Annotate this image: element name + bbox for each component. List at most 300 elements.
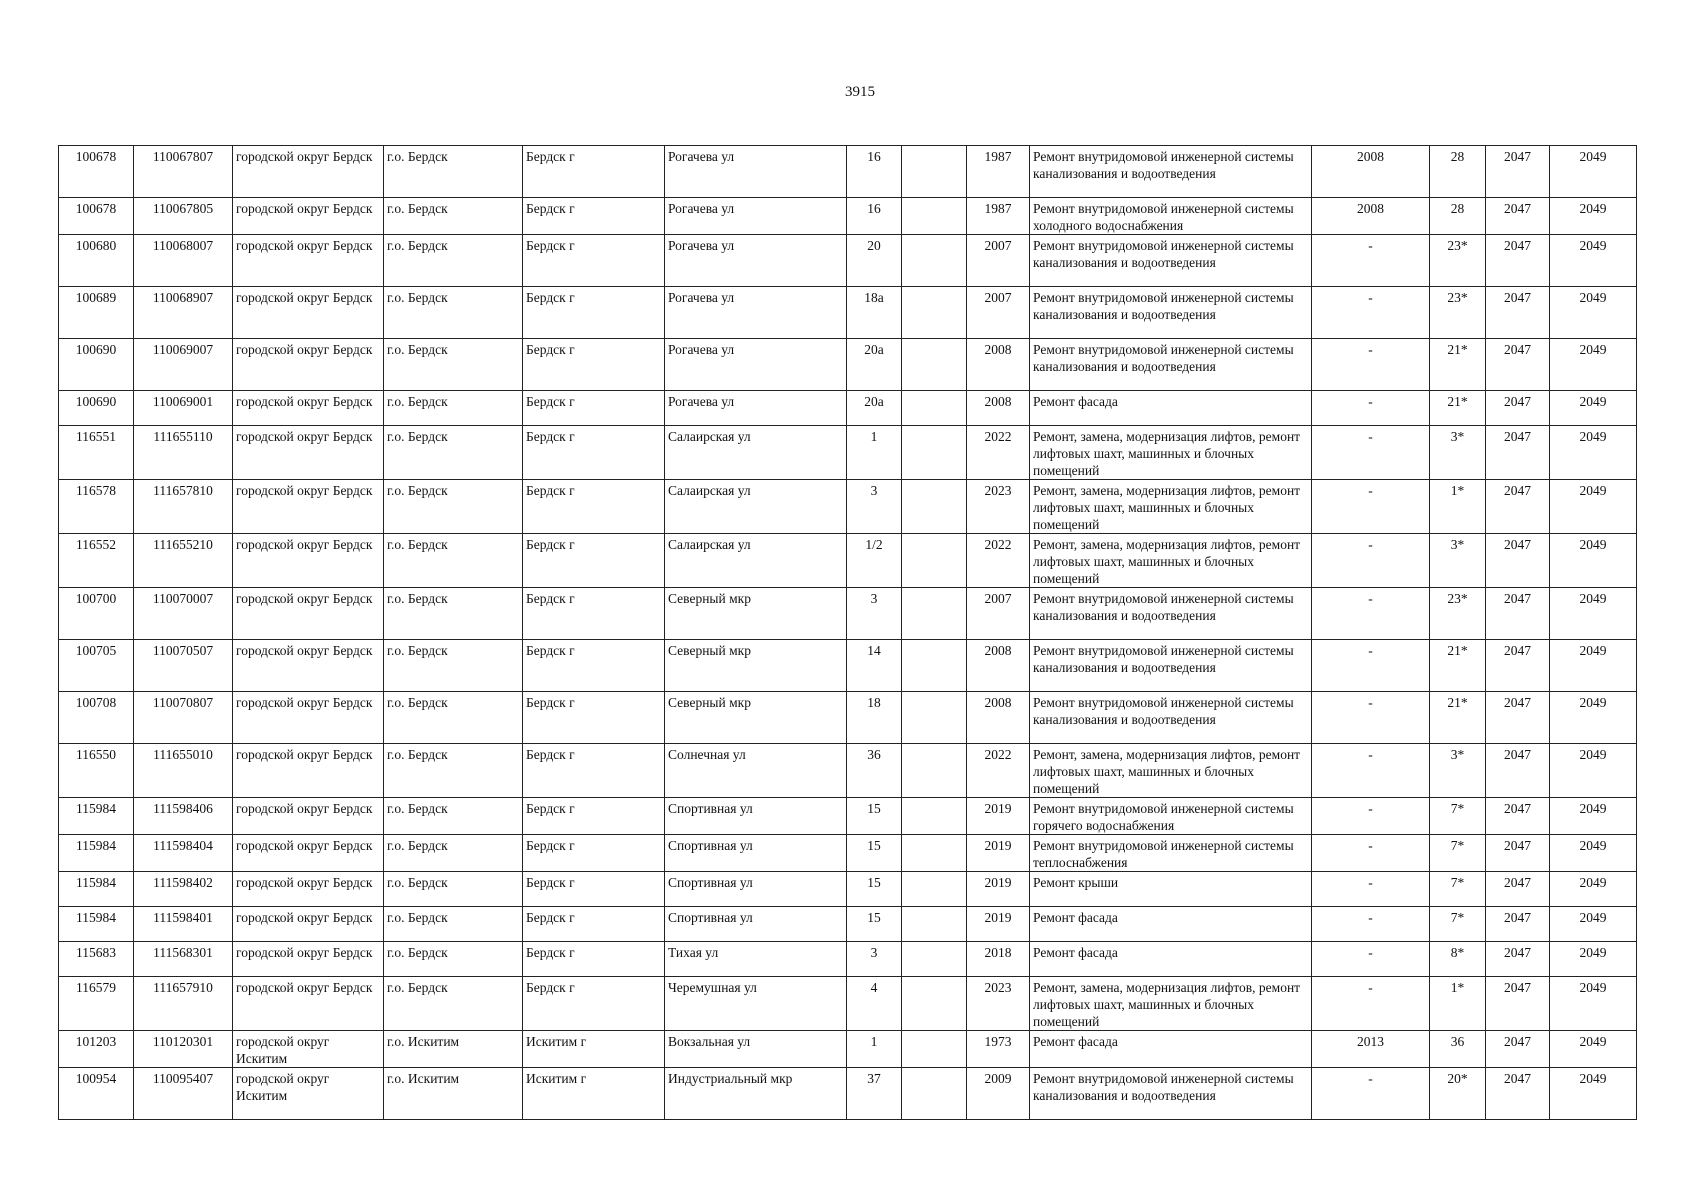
year-built-cell: 2022	[967, 744, 1030, 798]
year-built-cell: 2022	[967, 534, 1030, 588]
plan-start-cell: 2047	[1486, 146, 1550, 198]
house-number-cell: 37	[847, 1068, 902, 1120]
district-cell: городской округ Бердск	[233, 872, 384, 907]
work-type-cell: Ремонт внутридомовой инженерной системы горячего водоснабжения	[1030, 798, 1312, 835]
table-row	[59, 1031, 1637, 1068]
work-code-cell: 110120301	[134, 1031, 233, 1068]
street-cell: Тихая ул	[665, 942, 847, 977]
year-built-cell: 2018	[967, 942, 1030, 977]
street-cell: Индустриальный мкр	[665, 1068, 847, 1120]
table-row	[59, 835, 1637, 872]
building-cell	[902, 1031, 967, 1068]
building-cell	[902, 640, 967, 692]
street-cell: Рогачева ул	[665, 287, 847, 339]
building-cell	[902, 942, 967, 977]
building-cell	[902, 872, 967, 907]
locality-cell: Искитим г	[523, 1031, 665, 1068]
building-cell	[902, 907, 967, 942]
locality-cell: Бердск г	[523, 640, 665, 692]
plan-end-cell: 2049	[1550, 798, 1637, 835]
year-built-cell: 2022	[967, 426, 1030, 480]
table-row	[59, 146, 1637, 198]
plan-start-cell: 2047	[1486, 534, 1550, 588]
plan-end-cell: 2049	[1550, 426, 1637, 480]
building-cell	[902, 146, 967, 198]
house-id-cell: 100690	[59, 391, 134, 426]
plan-start-cell: 2047	[1486, 588, 1550, 640]
year-built-cell: 2008	[967, 692, 1030, 744]
building-cell	[902, 1068, 967, 1120]
service-life-cell: 1*	[1430, 480, 1486, 534]
work-type-cell: Ремонт внутридомовой инженерной системы канализования и водоотведения	[1030, 235, 1312, 287]
municipality-cell: г.о. Бердск	[384, 977, 523, 1031]
street-cell: Салаирская ул	[665, 534, 847, 588]
last-repair-year-cell: -	[1312, 907, 1430, 942]
work-code-cell: 111598404	[134, 835, 233, 872]
house-number-cell: 1	[847, 426, 902, 480]
service-life-cell: 23*	[1430, 235, 1486, 287]
work-type-cell: Ремонт, замена, модернизация лифтов, ремонт лифтовых шахт, машинных и блочных помещений	[1030, 534, 1312, 588]
house-number-cell: 14	[847, 640, 902, 692]
plan-start-cell: 2047	[1486, 287, 1550, 339]
service-life-cell: 1*	[1430, 977, 1486, 1031]
house-number-cell: 36	[847, 744, 902, 798]
work-type-cell: Ремонт фасада	[1030, 391, 1312, 426]
street-cell: Спортивная ул	[665, 835, 847, 872]
district-cell: городской округ Бердск	[233, 235, 384, 287]
work-code-cell: 111657910	[134, 977, 233, 1031]
table-row	[59, 480, 1637, 534]
municipality-cell: г.о. Бердск	[384, 692, 523, 744]
district-cell: городской округ Бердск	[233, 391, 384, 426]
street-cell: Салаирская ул	[665, 426, 847, 480]
plan-start-cell: 2047	[1486, 391, 1550, 426]
plan-start-cell: 2047	[1486, 744, 1550, 798]
house-number-cell: 15	[847, 835, 902, 872]
house-number-cell: 3	[847, 588, 902, 640]
house-id-cell: 115683	[59, 942, 134, 977]
work-type-cell: Ремонт, замена, модернизация лифтов, ремонт лифтовых шахт, машинных и блочных помещений	[1030, 977, 1312, 1031]
plan-end-cell: 2049	[1550, 534, 1637, 588]
plan-end-cell: 2049	[1550, 942, 1637, 977]
last-repair-year-cell: -	[1312, 744, 1430, 798]
house-number-cell: 20а	[847, 339, 902, 391]
district-cell: городской округ Бердск	[233, 798, 384, 835]
registry-body	[59, 146, 1637, 1120]
plan-end-cell: 2049	[1550, 907, 1637, 942]
year-built-cell: 2007	[967, 287, 1030, 339]
work-type-cell: Ремонт внутридомовой инженерной системы канализования и водоотведения	[1030, 640, 1312, 692]
locality-cell: Бердск г	[523, 977, 665, 1031]
service-life-cell: 21*	[1430, 692, 1486, 744]
plan-end-cell: 2049	[1550, 1068, 1637, 1120]
municipality-cell: г.о. Бердск	[384, 835, 523, 872]
locality-cell: Бердск г	[523, 942, 665, 977]
work-type-cell: Ремонт, замена, модернизация лифтов, ремонт лифтовых шахт, машинных и блочных помещений	[1030, 744, 1312, 798]
plan-start-cell: 2047	[1486, 235, 1550, 287]
last-repair-year-cell: 2013	[1312, 1031, 1430, 1068]
house-number-cell: 15	[847, 872, 902, 907]
house-number-cell: 18	[847, 692, 902, 744]
house-number-cell: 1	[847, 1031, 902, 1068]
last-repair-year-cell: -	[1312, 480, 1430, 534]
locality-cell: Бердск г	[523, 798, 665, 835]
work-type-cell: Ремонт фасада	[1030, 907, 1312, 942]
year-built-cell: 2019	[967, 872, 1030, 907]
street-cell: Рогачева ул	[665, 235, 847, 287]
plan-start-cell: 2047	[1486, 480, 1550, 534]
house-id-cell: 100700	[59, 588, 134, 640]
district-cell: городской округ Бердск	[233, 198, 384, 235]
municipality-cell: г.о. Бердск	[384, 391, 523, 426]
building-cell	[902, 198, 967, 235]
house-id-cell: 115984	[59, 835, 134, 872]
plan-start-cell: 2047	[1486, 339, 1550, 391]
last-repair-year-cell: -	[1312, 872, 1430, 907]
street-cell: Северный мкр	[665, 640, 847, 692]
plan-start-cell: 2047	[1486, 942, 1550, 977]
work-type-cell: Ремонт, замена, модернизация лифтов, ремонт лифтовых шахт, машинных и блочных помещений	[1030, 480, 1312, 534]
table-row	[59, 235, 1637, 287]
municipality-cell: г.о. Бердск	[384, 198, 523, 235]
building-cell	[902, 835, 967, 872]
locality-cell: Бердск г	[523, 588, 665, 640]
work-type-cell: Ремонт внутридомовой инженерной системы теплоснабжения	[1030, 835, 1312, 872]
work-code-cell: 110070807	[134, 692, 233, 744]
house-id-cell: 100678	[59, 198, 134, 235]
service-life-cell: 3*	[1430, 534, 1486, 588]
year-built-cell: 2019	[967, 835, 1030, 872]
house-id-cell: 100689	[59, 287, 134, 339]
service-life-cell: 20*	[1430, 1068, 1486, 1120]
work-type-cell: Ремонт фасада	[1030, 1031, 1312, 1068]
year-built-cell: 2007	[967, 235, 1030, 287]
locality-cell: Бердск г	[523, 235, 665, 287]
plan-start-cell: 2047	[1486, 977, 1550, 1031]
work-type-cell: Ремонт фасада	[1030, 942, 1312, 977]
district-cell: городской округ Бердск	[233, 977, 384, 1031]
district-cell: городской округ Бердск	[233, 835, 384, 872]
work-code-cell: 111568301	[134, 942, 233, 977]
work-code-cell: 111657810	[134, 480, 233, 534]
service-life-cell: 7*	[1430, 835, 1486, 872]
building-cell	[902, 339, 967, 391]
year-built-cell: 2009	[967, 1068, 1030, 1120]
table-row	[59, 534, 1637, 588]
work-code-cell: 110070007	[134, 588, 233, 640]
work-code-cell: 111598406	[134, 798, 233, 835]
locality-cell: Бердск г	[523, 835, 665, 872]
street-cell: Солнечная ул	[665, 744, 847, 798]
district-cell: городской округ Бердск	[233, 339, 384, 391]
locality-cell: Бердск г	[523, 744, 665, 798]
last-repair-year-cell: 2008	[1312, 146, 1430, 198]
house-number-cell: 1/2	[847, 534, 902, 588]
district-cell: городской округ Искитим	[233, 1031, 384, 1068]
locality-cell: Бердск г	[523, 198, 665, 235]
table-row	[59, 872, 1637, 907]
street-cell: Вокзальная ул	[665, 1031, 847, 1068]
work-type-cell: Ремонт внутридомовой инженерной системы канализования и водоотведения	[1030, 1068, 1312, 1120]
last-repair-year-cell: -	[1312, 835, 1430, 872]
municipality-cell: г.о. Бердск	[384, 480, 523, 534]
work-type-cell: Ремонт внутридомовой инженерной системы канализования и водоотведения	[1030, 692, 1312, 744]
building-cell	[902, 534, 967, 588]
municipality-cell: г.о. Искитим	[384, 1068, 523, 1120]
last-repair-year-cell: -	[1312, 426, 1430, 480]
district-cell: городской округ Бердск	[233, 426, 384, 480]
plan-end-cell: 2049	[1550, 977, 1637, 1031]
plan-end-cell: 2049	[1550, 692, 1637, 744]
municipality-cell: г.о. Бердск	[384, 339, 523, 391]
year-built-cell: 2007	[967, 588, 1030, 640]
year-built-cell: 2023	[967, 977, 1030, 1031]
house-number-cell: 16	[847, 198, 902, 235]
page-number: 3915	[845, 84, 875, 100]
building-cell	[902, 480, 967, 534]
service-life-cell: 21*	[1430, 391, 1486, 426]
work-code-cell: 111655010	[134, 744, 233, 798]
street-cell: Спортивная ул	[665, 798, 847, 835]
table-row	[59, 942, 1637, 977]
locality-cell: Бердск г	[523, 872, 665, 907]
street-cell: Рогачева ул	[665, 339, 847, 391]
plan-start-cell: 2047	[1486, 872, 1550, 907]
municipality-cell: г.о. Бердск	[384, 146, 523, 198]
work-code-cell: 110070507	[134, 640, 233, 692]
house-number-cell: 18а	[847, 287, 902, 339]
last-repair-year-cell: -	[1312, 534, 1430, 588]
work-type-cell: Ремонт крыши	[1030, 872, 1312, 907]
municipality-cell: г.о. Бердск	[384, 588, 523, 640]
house-id-cell: 115984	[59, 872, 134, 907]
municipality-cell: г.о. Бердск	[384, 798, 523, 835]
last-repair-year-cell: -	[1312, 1068, 1430, 1120]
work-code-cell: 111598402	[134, 872, 233, 907]
locality-cell: Бердск г	[523, 692, 665, 744]
year-built-cell: 2023	[967, 480, 1030, 534]
district-cell: городской округ Бердск	[233, 907, 384, 942]
plan-start-cell: 2047	[1486, 798, 1550, 835]
year-built-cell: 2019	[967, 798, 1030, 835]
work-code-cell: 110068907	[134, 287, 233, 339]
plan-end-cell: 2049	[1550, 872, 1637, 907]
locality-cell: Бердск г	[523, 534, 665, 588]
district-cell: городской округ Бердск	[233, 534, 384, 588]
plan-start-cell: 2047	[1486, 692, 1550, 744]
house-id-cell: 116550	[59, 744, 134, 798]
year-built-cell: 1987	[967, 198, 1030, 235]
table-row	[59, 907, 1637, 942]
service-life-cell: 3*	[1430, 744, 1486, 798]
house-number-cell: 3	[847, 480, 902, 534]
municipality-cell: г.о. Искитим	[384, 1031, 523, 1068]
house-id-cell: 100708	[59, 692, 134, 744]
municipality-cell: г.о. Бердск	[384, 872, 523, 907]
last-repair-year-cell: -	[1312, 692, 1430, 744]
last-repair-year-cell: -	[1312, 235, 1430, 287]
district-cell: городской округ Бердск	[233, 287, 384, 339]
municipality-cell: г.о. Бердск	[384, 426, 523, 480]
house-id-cell: 115984	[59, 907, 134, 942]
last-repair-year-cell: -	[1312, 391, 1430, 426]
table-row	[59, 426, 1637, 480]
building-cell	[902, 426, 967, 480]
plan-start-cell: 2047	[1486, 426, 1550, 480]
service-life-cell: 21*	[1430, 339, 1486, 391]
work-code-cell: 110068007	[134, 235, 233, 287]
service-life-cell: 23*	[1430, 588, 1486, 640]
locality-cell: Бердск г	[523, 339, 665, 391]
table-row	[59, 798, 1637, 835]
work-type-cell: Ремонт, замена, модернизация лифтов, ремонт лифтовых шахт, машинных и блочных помещений	[1030, 426, 1312, 480]
district-cell: городской округ Бердск	[233, 146, 384, 198]
house-id-cell: 100705	[59, 640, 134, 692]
municipality-cell: г.о. Бердск	[384, 534, 523, 588]
plan-start-cell: 2047	[1486, 1068, 1550, 1120]
building-cell	[902, 692, 967, 744]
municipality-cell: г.о. Бердск	[384, 907, 523, 942]
plan-end-cell: 2049	[1550, 835, 1637, 872]
work-type-cell: Ремонт внутридомовой инженерной системы холодного водоснабжения	[1030, 198, 1312, 235]
table-row	[59, 198, 1637, 235]
table-row	[59, 588, 1637, 640]
plan-start-cell: 2047	[1486, 640, 1550, 692]
district-cell: городской округ Бердск	[233, 744, 384, 798]
building-cell	[902, 977, 967, 1031]
street-cell: Рогачева ул	[665, 198, 847, 235]
year-built-cell: 2008	[967, 339, 1030, 391]
house-id-cell: 100678	[59, 146, 134, 198]
district-cell: городской округ Бердск	[233, 640, 384, 692]
municipality-cell: г.о. Бердск	[384, 235, 523, 287]
service-life-cell: 7*	[1430, 872, 1486, 907]
street-cell: Рогачева ул	[665, 146, 847, 198]
plan-end-cell: 2049	[1550, 588, 1637, 640]
district-cell: городской округ Бердск	[233, 480, 384, 534]
house-id-cell: 116578	[59, 480, 134, 534]
street-cell: Северный мкр	[665, 692, 847, 744]
work-type-cell: Ремонт внутридомовой инженерной системы канализования и водоотведения	[1030, 588, 1312, 640]
municipality-cell: г.о. Бердск	[384, 287, 523, 339]
last-repair-year-cell: -	[1312, 942, 1430, 977]
table-row	[59, 287, 1637, 339]
plan-end-cell: 2049	[1550, 198, 1637, 235]
locality-cell: Бердск г	[523, 426, 665, 480]
work-code-cell: 111598401	[134, 907, 233, 942]
house-id-cell: 101203	[59, 1031, 134, 1068]
year-built-cell: 2008	[967, 391, 1030, 426]
building-cell	[902, 744, 967, 798]
locality-cell: Бердск г	[523, 391, 665, 426]
district-cell: городской округ Бердск	[233, 692, 384, 744]
service-life-cell: 23*	[1430, 287, 1486, 339]
building-cell	[902, 798, 967, 835]
house-id-cell: 100680	[59, 235, 134, 287]
year-built-cell: 1987	[967, 146, 1030, 198]
street-cell: Рогачева ул	[665, 391, 847, 426]
service-life-cell: 36	[1430, 1031, 1486, 1068]
last-repair-year-cell: -	[1312, 588, 1430, 640]
table-row	[59, 1068, 1637, 1120]
locality-cell: Бердск г	[523, 480, 665, 534]
work-code-cell: 110069007	[134, 339, 233, 391]
house-id-cell: 115984	[59, 798, 134, 835]
street-cell: Северный мкр	[665, 588, 847, 640]
street-cell: Черемушная ул	[665, 977, 847, 1031]
house-id-cell: 100954	[59, 1068, 134, 1120]
plan-end-cell: 2049	[1550, 287, 1637, 339]
service-life-cell: 3*	[1430, 426, 1486, 480]
work-code-cell: 110067805	[134, 198, 233, 235]
work-code-cell: 111655110	[134, 426, 233, 480]
house-id-cell: 116551	[59, 426, 134, 480]
table-row	[59, 744, 1637, 798]
last-repair-year-cell: -	[1312, 640, 1430, 692]
plan-end-cell: 2049	[1550, 744, 1637, 798]
plan-start-cell: 2047	[1486, 907, 1550, 942]
year-built-cell: 2008	[967, 640, 1030, 692]
last-repair-year-cell: -	[1312, 977, 1430, 1031]
locality-cell: Бердск г	[523, 287, 665, 339]
table-row	[59, 692, 1637, 744]
work-type-cell: Ремонт внутридомовой инженерной системы канализования и водоотведения	[1030, 146, 1312, 198]
locality-cell: Бердск г	[523, 146, 665, 198]
last-repair-year-cell: 2008	[1312, 198, 1430, 235]
building-cell	[902, 287, 967, 339]
plan-start-cell: 2047	[1486, 1031, 1550, 1068]
year-built-cell: 1973	[967, 1031, 1030, 1068]
house-number-cell: 16	[847, 146, 902, 198]
repair-registry-table	[58, 145, 1637, 1120]
plan-end-cell: 2049	[1550, 640, 1637, 692]
plan-start-cell: 2047	[1486, 198, 1550, 235]
building-cell	[902, 588, 967, 640]
street-cell: Спортивная ул	[665, 872, 847, 907]
last-repair-year-cell: -	[1312, 798, 1430, 835]
street-cell: Салаирская ул	[665, 480, 847, 534]
work-code-cell: 111655210	[134, 534, 233, 588]
house-number-cell: 15	[847, 798, 902, 835]
service-life-cell: 21*	[1430, 640, 1486, 692]
last-repair-year-cell: -	[1312, 287, 1430, 339]
service-life-cell: 8*	[1430, 942, 1486, 977]
plan-end-cell: 2049	[1550, 391, 1637, 426]
service-life-cell: 28	[1430, 146, 1486, 198]
building-cell	[902, 235, 967, 287]
service-life-cell: 7*	[1430, 798, 1486, 835]
table-row	[59, 977, 1637, 1031]
table-row	[59, 640, 1637, 692]
year-built-cell: 2019	[967, 907, 1030, 942]
work-code-cell: 110067807	[134, 146, 233, 198]
locality-cell: Искитим г	[523, 1068, 665, 1120]
work-type-cell: Ремонт внутридомовой инженерной системы канализования и водоотведения	[1030, 339, 1312, 391]
house-number-cell: 4	[847, 977, 902, 1031]
table-row	[59, 391, 1637, 426]
house-number-cell: 20	[847, 235, 902, 287]
house-number-cell: 3	[847, 942, 902, 977]
plan-end-cell: 2049	[1550, 146, 1637, 198]
district-cell: городской округ Бердск	[233, 588, 384, 640]
work-code-cell: 110095407	[134, 1068, 233, 1120]
work-code-cell: 110069001	[134, 391, 233, 426]
plan-end-cell: 2049	[1550, 339, 1637, 391]
house-id-cell: 100690	[59, 339, 134, 391]
house-number-cell: 20а	[847, 391, 902, 426]
service-life-cell: 7*	[1430, 907, 1486, 942]
municipality-cell: г.о. Бердск	[384, 640, 523, 692]
